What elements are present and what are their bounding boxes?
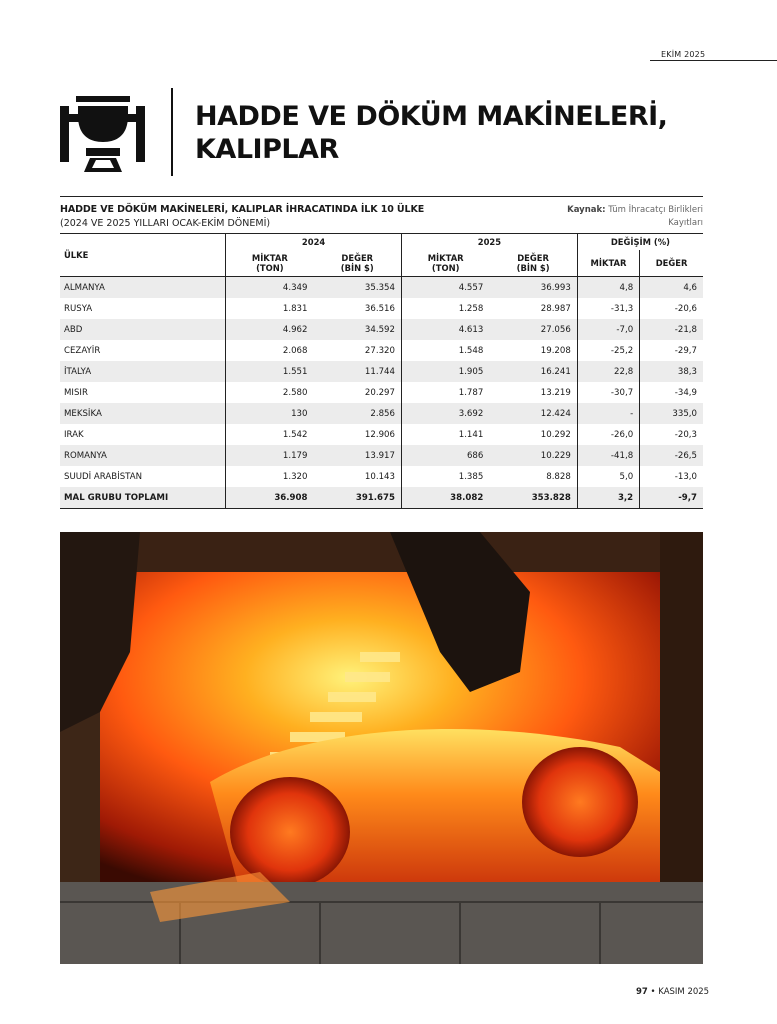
table-title: HADDE VE DÖKÜM MAKİNELERİ, KALIPLAR İHRACATINDA İLK 10 ÜLKE: [60, 204, 425, 215]
col-header-qty-2024: MİKTAR (TON): [226, 250, 314, 277]
table-row: RUSYA 1.831 36.516 1.258 28.987 -31,3 -20,6: [60, 298, 703, 319]
table-row: SUUDİ ARABİSTAN 1.320 10.143 1.385 8.828 5,0 -13,0: [60, 466, 703, 487]
source-label: Kaynak:: [567, 205, 606, 215]
table-row: ABD 4.962 34.592 4.613 27.056 -7,0 -21,8: [60, 319, 703, 340]
header-rule: [650, 60, 777, 61]
footer-separator: •: [647, 987, 659, 997]
casting-ladle-icon: [60, 96, 152, 172]
table-caption: [60, 197, 703, 233]
export-table-section: [60, 196, 703, 509]
table-row: IRAK 1.542 12.906 1.141 10.292 -26,0 -20,3: [60, 424, 703, 445]
page-footer: [636, 987, 709, 997]
source-text: Tüm İhracatçı Birlikleri Kayıtları: [608, 205, 703, 228]
page-title-line-1: HADDE VE DÖKÜM MAKİNELERİ,: [195, 101, 668, 132]
table-row: MISIR 2.580 20.297 1.787 13.219 -30,7 -34,9: [60, 382, 703, 403]
col-header-change-val: DEĞER: [640, 250, 703, 277]
title-divider: [171, 88, 173, 176]
page-title-line-2: KALIPLAR: [195, 134, 339, 165]
table-subtitle: (2024 VE 2025 YILLARI OCAK-EKİM DÖNEMİ): [60, 218, 271, 229]
table-row: ROMANYA 1.179 13.917 686 10.229 -41,8 -26,5: [60, 445, 703, 466]
col-group-2025: 2025: [402, 234, 578, 251]
col-group-change: DEĞİŞİM (%): [577, 234, 703, 251]
col-header-val-2024: DEĞER (BİN $): [314, 250, 402, 277]
col-header-country: ÜLKE: [60, 234, 226, 277]
table-source: [553, 204, 703, 230]
table-row: ALMANYA 4.349 35.354 4.557 36.993 4,8 4,6: [60, 277, 703, 299]
table-row: CEZAYİR 2.068 27.320 1.548 19.208 -25,2 -29,7: [60, 340, 703, 361]
export-table: [60, 233, 703, 509]
col-header-val-2025: DEĞER (BİN $): [489, 250, 577, 277]
page-number: 97: [636, 987, 648, 997]
col-group-2024: 2024: [226, 234, 402, 251]
col-header-qty-2025: MİKTAR (TON): [402, 250, 490, 277]
header-issue-label: EKİM 2025: [661, 50, 706, 59]
col-header-change-qty: MİKTAR: [577, 250, 639, 277]
table-row: İTALYA 1.551 11.744 1.905 16.241 22,8 38,3: [60, 361, 703, 382]
table-row: MEKSİKA 130 2.856 3.692 12.424 - 335,0: [60, 403, 703, 424]
hot-steel-billet-photo: [60, 532, 703, 964]
page-title: [195, 100, 715, 166]
footer-issue: KASIM 2025: [658, 987, 710, 997]
table-total-row: MAL GRUBU TOPLAMI 36.908 391.675 38.082 353.828 3,2 -9,7: [60, 487, 703, 509]
